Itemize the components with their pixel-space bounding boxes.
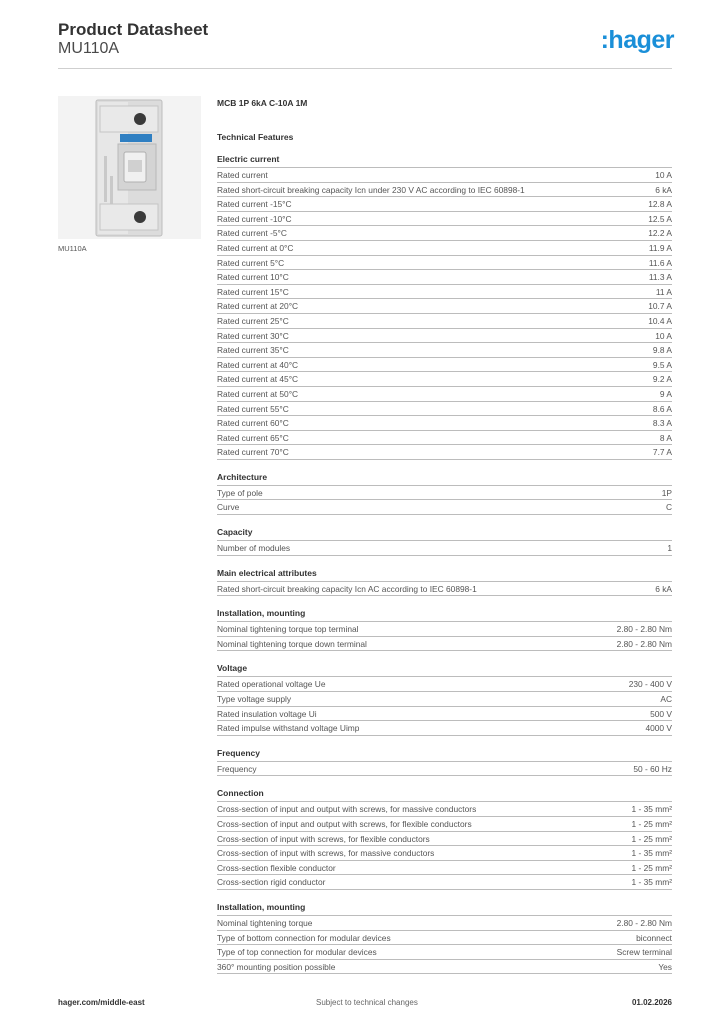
spec-value: 8.6 A [652,403,672,414]
spec-value: 9.8 A [652,345,672,356]
spec-table [217,676,672,735]
spec-table [217,540,672,556]
spec-row [217,269,672,284]
spec-value: 230 - 400 V [628,679,672,690]
spec-label: Rated current 15°C [217,286,289,297]
spec-value: biconnect [636,932,672,943]
spec-value: 1P [661,487,672,498]
spec-section [217,746,672,777]
spec-label: Type of top connection for modular devices [217,947,377,958]
spec-row [217,636,672,651]
spec-value: C [665,502,672,513]
spec-row [217,255,672,270]
spec-label: Rated operational voltage Ue [217,679,326,690]
spec-value: 1 - 35 mm² [631,877,672,888]
spec-value: 11 A [655,286,672,297]
spec-row [217,831,672,846]
spec-value: 9.2 A [652,374,672,385]
spec-label: Cross-section rigid conductor [217,877,326,888]
spec-row [217,816,672,831]
spec-section [217,470,672,515]
spec-row [217,211,672,226]
spec-value: 1 - 25 mm² [631,833,672,844]
spec-label: Cross-section flexible conductor [217,862,336,873]
spec-label: Rated current -15°C [217,199,292,210]
spec-value: 1 - 35 mm² [631,804,672,815]
spec-row [217,444,672,459]
spec-value: 8 A [659,432,672,443]
spec-row [217,386,672,401]
spec-value: 10 A [655,330,672,341]
spec-value: 4000 V [645,723,672,734]
spec-label: Rated current 65°C [217,432,289,443]
spec-row [217,706,672,721]
spec-section [217,152,672,460]
spec-value: 2.80 - 2.80 Nm [616,917,672,928]
section-title: Connection [217,788,264,799]
spec-value: 10.7 A [648,301,672,312]
spec-value: 9.5 A [652,359,672,370]
spec-label: Rated current 60°C [217,418,289,429]
spec-row [217,284,672,299]
page-subtitle: MU110A [58,40,120,57]
page-title: Product Datasheet [58,20,209,39]
section-title: Voltage [217,663,248,674]
spec-label: Nominal tightening torque [217,917,313,928]
spec-value: Screw terminal [616,947,672,958]
spec-row [217,328,672,343]
spec-row [217,371,672,386]
spec-row [217,430,672,445]
spec-row [217,915,672,930]
spec-table [217,485,672,515]
spec-row [217,313,672,328]
spec-label: Curve [217,502,240,513]
spec-value: 2.80 - 2.80 Nm [616,638,672,649]
spec-row [217,761,672,776]
spec-row [217,874,672,889]
spec-value: 12.2 A [648,228,672,239]
datasheet-content [217,96,672,974]
spec-label: Rated current 30°C [217,330,289,341]
spec-section [217,525,672,556]
spec-row [217,167,672,182]
spec-label: Rated current 35°C [217,345,289,356]
spec-label: Rated short-circuit breaking capacity Icn AC according to IEC 60898-1 [217,583,477,594]
spec-table [217,167,672,460]
spec-row [217,930,672,945]
spec-row [217,342,672,357]
section-title: Installation, mounting [217,608,306,619]
spec-value: 10.4 A [648,315,672,326]
spec-value: 12.5 A [648,213,672,224]
spec-label: Cross-section of input with screws, for massive conductors [217,848,435,859]
spec-section [217,566,672,597]
spec-label: Rated current 70°C [217,447,289,458]
spec-row [217,944,672,959]
spec-row [217,357,672,372]
footer-website: hager.com/middle-east [58,998,145,1007]
spec-table [217,801,672,890]
spec-row [217,959,672,974]
spec-label: Rated current 10°C [217,272,289,283]
section-title: Main electrical attributes [217,567,317,578]
spec-label: Cross-section of input with screws, for flexible conductors [217,833,430,844]
spec-label: 360° mounting position possible [217,961,336,972]
spec-value: 2.80 - 2.80 Nm [616,624,672,635]
spec-value: 12.8 A [648,199,672,210]
spec-row [217,801,672,816]
spec-row [217,240,672,255]
spec-section [217,661,672,735]
spec-label: Cross-section of input and output with screws, for massive conductors [217,804,477,815]
footer-date: 01.02.2026 [631,998,672,1007]
spec-row [217,691,672,706]
spec-table [217,915,672,974]
spec-value: 11.9 A [648,242,672,253]
spec-label: Rated current at 0°C [217,242,294,253]
spec-label: Rated current at 45°C [217,374,299,385]
spec-value: Yes [658,961,672,972]
spec-value: 11.3 A [648,272,672,283]
spec-label: Rated short-circuit breaking capacity Icn under 230 V AC according to IEC 60898-1 [217,184,525,195]
spec-row [217,298,672,313]
spec-value: 6 kA [655,184,672,195]
hager-logo: :hager [600,26,674,54]
spec-row [217,621,672,636]
spec-value: AC [660,694,672,705]
spec-label: Type of bottom connection for modular devices [217,932,391,943]
spec-label: Cross-section of input and output with screws, for flexible conductors [217,819,472,829]
spec-section [217,786,672,890]
spec-value: 6 kA [655,583,672,594]
spec-label: Rated current -5°C [217,228,287,239]
product-image [58,96,201,239]
sections-container [217,152,672,974]
spec-label: Type of pole [217,487,263,498]
section-title: Frequency [217,747,260,758]
spec-value: 8.3 A [652,418,672,429]
spec-label: Rated current 25°C [217,315,289,326]
spec-value: 1 [667,543,672,554]
spec-value: 7.7 A [652,447,672,458]
spec-label: Rated current at 20°C [217,301,299,312]
spec-value: 1 - 25 mm² [631,819,672,829]
spec-row [217,581,672,596]
spec-value: 1 - 35 mm² [631,848,672,859]
spec-label: Type voltage supply [217,694,292,705]
spec-row [217,182,672,197]
spec-section [217,900,672,974]
spec-row [217,845,672,860]
spec-label: Rated current [217,170,268,180]
spec-label: Rated current at 50°C [217,388,299,399]
spec-row [217,540,672,555]
spec-label: Nominal tightening torque down terminal [217,638,367,649]
spec-value: 500 V [650,708,672,719]
spec-row [217,499,672,514]
spec-value: 1 - 25 mm² [631,862,672,873]
header-divider [58,68,672,69]
spec-row [217,401,672,416]
spec-row [217,676,672,691]
technical-features-title: Technical Features [217,132,294,142]
spec-row [217,860,672,875]
spec-value: 50 - 60 Hz [633,763,672,774]
spec-label: Rated impulse withstand voltage Uimp [217,723,360,734]
spec-label: Rated current 5°C [217,257,285,268]
spec-row [217,415,672,430]
spec-value: 9 A [659,388,672,399]
spec-label: Rated current -10°C [217,213,292,224]
spec-value: 10 A [655,170,672,180]
spec-table [217,621,672,651]
spec-row [217,196,672,211]
image-caption: MU110A [58,244,87,253]
spec-label: Rated insulation voltage Ui [217,708,317,719]
section-title: Capacity [217,527,253,538]
spec-row [217,485,672,500]
spec-label: Frequency [217,763,257,774]
spec-table [217,761,672,777]
product-name: MCB 1P 6kA C-10A 1M [217,98,308,108]
spec-label: Rated current 55°C [217,403,289,414]
spec-row [217,225,672,240]
footer-notice: Subject to technical changes [316,998,418,1007]
spec-label: Rated current at 40°C [217,359,299,370]
spec-row [217,720,672,735]
section-title: Installation, mounting [217,901,306,912]
spec-section [217,606,672,651]
spec-table [217,581,672,597]
spec-label: Number of modules [217,543,291,554]
section-title: Electric current [217,154,280,164]
circuit-breaker-illustration [58,96,201,239]
spec-label: Nominal tightening torque top terminal [217,624,359,635]
spec-value: 11.6 A [648,257,672,268]
section-title: Architecture [217,471,268,482]
